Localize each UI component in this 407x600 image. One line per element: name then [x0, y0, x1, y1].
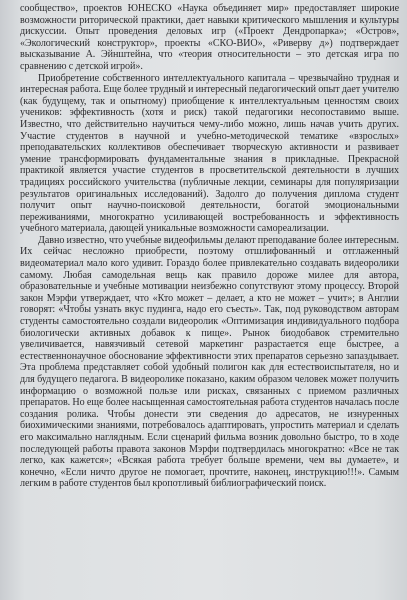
- paragraph-1: сообщество», проектов ЮНЕСКО «Наука объединяет мир» предоставляет широкие возможности риторической практики, дает навыки критического мышления и культуры дискуссии. Опыт проведения деловых игр («Проект Дендропарка»; «Остров», «Экологический конструктор», проекты «СКО-ВИО», «Риверву д») подтверждает высказывание А. Эйнштейна, что «теория относительности – это детская игра по сравнению с детской игрой».: [20, 3, 399, 72]
- paragraph-2: Приобретение собственного интеллектуального капитала – чрезвычайно трудная и интересная работа. Еще более трудный и интересный педагогический опыт дает учителю (как будущему, так и опытному) приобщение к интеллектуальным ценностям своих учеников: эффективность (хотя и риск) такой педагогики несопоставимо выше. Известно, что действительно научиться чему-либо можно, лишь начав учить других. Участие студентов в научной и учебно-методической тематике «взрослых» преподавательских коллективов обеспечивает творческую активности и развивает умение трансформировать фундаментальные знания в прикладные. Прекрасной практикой является участие студентов в просветительской деятельности в лучших традициях российского учительства (публичные лекции, семинары для популяризации результатов оригинальных исследований). Задолго до получения диплома студент получит опыт научно-поисковой деятельности, богатой эмоциональными переживаниями, многократно усиливающей востребованность и эффективность учебного материала, дающей уникальные возможности самореализации.: [20, 72, 399, 235]
- paragraph-3: Давно известно, что учебные видеофильмы делают преподавание более интересным. Их сейчас несложно приобрести, поэтому отшлифованный и отглаженный видеоматериал мало кого удивит. Гораздо более привлекательно создавать видеоролики самому. Любая самодельная вещь как правило дороже милее для автора, образовательные и учебные мотивации неизбежно сопутствуют этому процессу. Второй закон Мэрфи утверждает, что «Кто может – делает, а кто не может – учит»; в Англии говорят: «Чтобы узнать вкус пудинга, надо его съесть». Так, под руководством авторам студенты самостоятельно создали видеоролик «Оптимизация индивидуального подбора биологически активных добавок к пище». Рынок биодобавок стремительно увеличивается, навязчивый сетевой маркетинг разрастается еще быстрее, а естественнонаучное обоснование эффективности этих препаратов серьезно запаздывает. Эта проблема представляет собой удобный полигон как для естествоиспытателя, но и для будущего педагога. В видеоролике показано, каким образом человек может получить информацию о возможной пользе или рисках, связанных с приемом различных препаратов. Но еще более насыщенная самостоятельная работа студентов началась после создания ролика. Чтобы донести эти сведения до адресатов, не изнуренных биохимическими знаниями, потребовалось адаптировать, упростить материал и сделать его максимально наглядным. Если сценарий фильма возник довольно быстро, то в ходе последующей работы правота законов Мэрфи подтвердилась многократно: «Все не так легко, как кажется»; «Всякая работа требует больше времени, чем вы думаете», и конечно, «Если ничто другое не помогает, прочтите, наконец, инструкцию!!!». Самым легким в работе студентов был кропотливый библиографический поиск.: [20, 234, 399, 490]
